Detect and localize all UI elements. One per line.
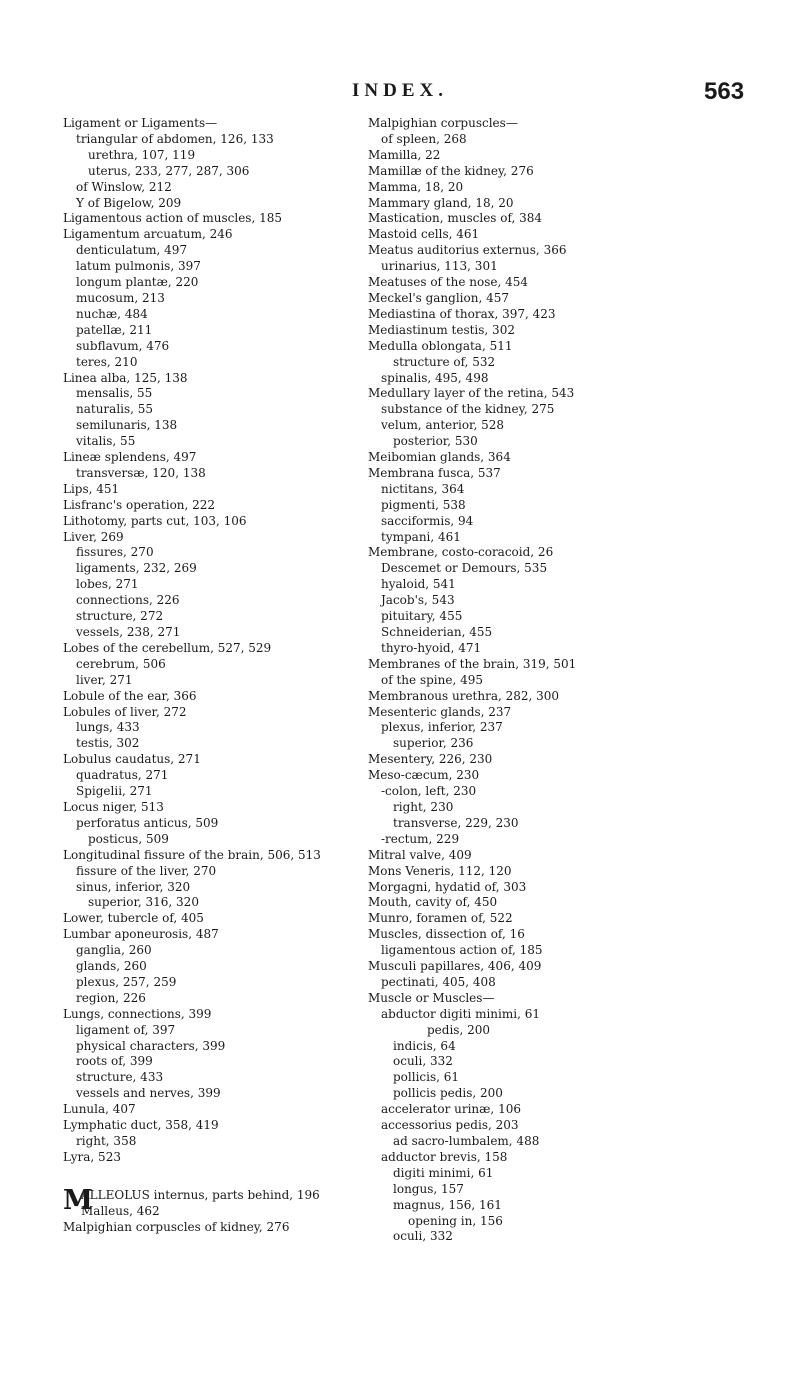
index-entry: Mamma, 18, 20: [368, 179, 464, 194]
index-entry: denticulatum, 497: [76, 243, 188, 258]
index-entry: connections, 226: [76, 593, 180, 608]
index-entry: pectinati, 405, 408: [381, 974, 496, 989]
index-entry: vitalis, 55: [76, 434, 136, 449]
index-entry: adductor brevis, 158: [381, 1149, 508, 1164]
index-entry: Descemet or Demours, 535: [381, 561, 548, 576]
index-entry: Longitudinal fissure of the brain, 506, 513: [63, 847, 321, 862]
index-entry: ligament of, 397: [76, 1022, 176, 1037]
page-number: 563: [704, 78, 745, 105]
index-entry: oculi, 332: [393, 1229, 453, 1244]
index-entry: posterior, 530: [393, 434, 478, 449]
index-entry: Liver, 269: [63, 529, 124, 544]
index-entry: latum pulmonis, 397: [76, 259, 201, 274]
index-entry: Mastoid cells, 461: [368, 227, 480, 242]
index-entry: Meatuses of the nose, 454: [368, 275, 529, 290]
index-entry: longus, 157: [393, 1181, 464, 1196]
index-entry: urethra, 107, 119: [88, 147, 196, 162]
index-entry: Jacob's, 543: [381, 593, 455, 608]
index-entry: vessels, 238, 271: [76, 625, 181, 639]
index-entry: Mons Veneris, 112, 120: [368, 863, 512, 878]
page-header-title: INDEX.: [352, 80, 448, 101]
index-entry: ligamentous action of, 185: [381, 943, 543, 958]
index-entry: hyaloid, 541: [381, 577, 456, 592]
index-entry: Membranous urethra, 282, 300: [368, 688, 560, 703]
index-entry: structure, 272: [76, 609, 164, 624]
index-entry: Y of Bigelow, 209: [76, 195, 182, 210]
index-entry: Schneiderian, 455: [381, 625, 493, 639]
index-entry: Morgagni, hydatid of, 303: [368, 879, 527, 894]
section-gap: [63, 1166, 363, 1188]
index-entry: velum, anterior, 528: [381, 418, 505, 433]
index-entry: Ligament or Ligaments—: [63, 116, 218, 130]
index-entry: right, 230: [393, 799, 454, 814]
index-entry: Meatus auditorius externus, 366: [368, 243, 567, 258]
index-entry: Mamillæ of the kidney, 276: [368, 163, 534, 178]
index-entry: indicis, 64: [393, 1038, 456, 1053]
index-entry: -colon, left, 230: [381, 784, 477, 799]
index-entry: testis, 302: [76, 736, 140, 751]
index-entry: perforatus anticus, 509: [76, 815, 219, 830]
index-entry: teres, 210: [76, 354, 138, 369]
index-entry: Meckel's ganglion, 457: [368, 290, 509, 305]
index-entry: lobes, 271: [76, 577, 139, 592]
index-entry: Lumbar aponeurosis, 487: [63, 927, 219, 942]
index-entry: Munro, foramen of, 522: [368, 911, 513, 926]
index-entry: Spigelii, 271: [76, 784, 153, 799]
index-entry: mensalis, 55: [76, 386, 153, 401]
index-entry: pituitary, 455: [381, 609, 463, 624]
index-entry: Lobulus caudatus, 271: [63, 752, 201, 767]
index-entry: structure of, 532: [393, 354, 496, 369]
index-entry: Mediastina of thorax, 397, 423: [368, 306, 556, 321]
index-entry: Medulla oblongata, 511: [368, 338, 513, 353]
index-entry: Malpighian corpuscles—: [368, 116, 518, 130]
index-entry: Lineæ splendens, 497: [63, 450, 197, 465]
index-entry: Mediastinum testis, 302: [368, 322, 515, 337]
index-entry: Membranes of the brain, 319, 501: [368, 656, 577, 671]
index-entry: thyro-hyoid, 471: [381, 640, 482, 655]
index-entry: Lithotomy, parts cut, 103, 106: [63, 513, 247, 528]
index-entry: Lymphatic duct, 358, 419: [63, 1118, 219, 1133]
index-entry: Ligamentous action of muscles, 185: [63, 211, 282, 226]
index-entry: Mastication, muscles of, 384: [368, 211, 543, 226]
index-entry: Locus niger, 513: [63, 799, 164, 814]
index-entry: sacciformis, 94: [381, 513, 474, 528]
index-entry: Lisfranc's operation, 222: [63, 497, 216, 512]
index-entry: vessels and nerves, 399: [76, 1086, 221, 1101]
index-entry: substance of the kidney, 275: [381, 402, 555, 417]
index-entry: abductor digiti minimi, 61: [381, 1006, 540, 1021]
index-entry: Meso-cæcum, 230: [368, 768, 480, 783]
index-entry: Mammary gland, 18, 20: [368, 195, 514, 210]
index-entry: of the spine, 495: [381, 672, 483, 687]
index-entry: Musculi papillares, 406, 409: [368, 959, 542, 974]
index-column-left: [63, 116, 363, 1236]
index-entry: Mesenteric glands, 237: [368, 704, 512, 719]
index-entry: longum plantæ, 220: [76, 275, 199, 290]
index-entry: Mouth, cavity of, 450: [368, 895, 498, 910]
index-entry: mucosum, 213: [76, 290, 165, 305]
index-entry: Lyra, 523: [63, 1149, 121, 1164]
index-entry: Medullary layer of the retina, 543: [368, 386, 575, 401]
index-entry: cerebrum, 506: [76, 656, 166, 671]
m-section: [63, 1184, 363, 1236]
index-entry: pollicis, 61: [393, 1070, 460, 1085]
index-entry: Malleus, 462: [81, 1203, 160, 1218]
index-entry: pollicis pedis, 200: [393, 1086, 503, 1101]
index-entry: liver, 271: [76, 672, 133, 687]
index-entry: Mitral valve, 409: [368, 847, 472, 862]
index-entry: accelerator urinæ, 106: [381, 1102, 521, 1117]
index-entry: pigmenti, 538: [381, 497, 466, 512]
index-entry: region, 226: [76, 990, 146, 1005]
index-entry: Mamilla, 22: [368, 147, 441, 162]
index-entry: Lobules of liver, 272: [63, 704, 187, 719]
index-entry: posticus, 509: [88, 831, 169, 846]
index-entry: opening in, 156: [408, 1213, 503, 1228]
index-entry: Lobule of the ear, 366: [63, 688, 197, 703]
index-entry: fissure of the liver, 270: [76, 863, 217, 878]
index-entry: Membrane, costo-coracoid, 26: [368, 545, 554, 560]
index-entry: transversæ, 120, 138: [76, 465, 206, 480]
index-entry: nuchæ, 484: [76, 306, 148, 321]
index-entry: Lunula, 407: [63, 1102, 136, 1117]
index-entry: of spleen, 268: [381, 131, 467, 146]
index-entry: ALLEOLUS internus, parts behind, 196: [81, 1187, 320, 1202]
index-entry: of Winslow, 212: [76, 179, 172, 194]
index-entry: Linea alba, 125, 138: [63, 370, 188, 385]
index-entry: -rectum, 229: [381, 831, 460, 846]
index-entry: tympani, 461: [381, 529, 461, 544]
index-entry: pedis, 200: [427, 1022, 490, 1037]
index-entry: glands, 260: [76, 959, 147, 974]
index-entry: ganglia, 260: [76, 943, 152, 958]
index-entry: nictitans, 364: [381, 481, 465, 496]
index-entry: oculi, 332: [393, 1054, 453, 1069]
index-entry: lungs, 433: [76, 720, 140, 735]
index-entry: urinarius, 113, 301: [381, 259, 498, 274]
index-entry: Lower, tubercle of, 405: [63, 911, 204, 926]
index-entry: Lips, 451: [63, 481, 120, 496]
index-entry: subflavum, 476: [76, 338, 170, 353]
left-entries: [63, 116, 363, 1166]
index-entry: plexus, 257, 259: [76, 974, 177, 989]
index-entry: accessorius pedis, 203: [381, 1118, 519, 1133]
index-entry: plexus, inferior, 237: [381, 720, 503, 735]
index-entry: digiti minimi, 61: [393, 1165, 494, 1180]
index-entry: sinus, inferior, 320: [76, 879, 191, 894]
index-entry: quadratus, 271: [76, 768, 169, 783]
index-entry: semilunaris, 138: [76, 418, 178, 433]
index-entry: physical characters, 399: [76, 1038, 226, 1053]
index-entry: roots of, 399: [76, 1054, 153, 1069]
drop-cap-letter: M: [63, 1184, 93, 1216]
index-entry: superior, 316, 320: [88, 895, 199, 910]
index-entry: Lungs, connections, 399: [63, 1006, 212, 1021]
index-column-right: [368, 116, 608, 1245]
index-entry: transverse, 229, 230: [393, 815, 519, 830]
index-entry: Ligamentum arcuatum, 246: [63, 227, 233, 242]
index-entry: Mesentery, 226, 230: [368, 752, 493, 767]
index-entry: ligaments, 232, 269: [76, 561, 197, 576]
index-entry: magnus, 156, 161: [393, 1197, 502, 1212]
index-entry: right, 358: [76, 1134, 137, 1148]
right-entries: [368, 116, 608, 1245]
index-entry: spinalis, 495, 498: [381, 370, 489, 385]
index-entry: triangular of abdomen, 126, 133: [76, 131, 274, 146]
index-entry: patellæ, 211: [76, 322, 153, 337]
index-entry: Malpighian corpuscles of kidney, 276: [63, 1219, 290, 1234]
index-entry: Muscle or Muscles—: [368, 990, 495, 1005]
index-entry: Lobes of the cerebellum, 527, 529: [63, 640, 272, 655]
index-entry: Muscles, dissection of, 16: [368, 927, 525, 942]
index-entry: structure, 433: [76, 1070, 164, 1085]
index-entry: superior, 236: [393, 736, 474, 751]
index-entry: Meibomian glands, 364: [368, 450, 511, 465]
index-entry: naturalis, 55: [76, 402, 154, 417]
index-entry: ad sacro-lumbalem, 488: [393, 1134, 540, 1148]
index-entry: uterus, 233, 277, 287, 306: [88, 163, 250, 178]
index-entry: Membrana fusca, 537: [368, 465, 501, 480]
index-entry: fissures, 270: [76, 545, 154, 560]
